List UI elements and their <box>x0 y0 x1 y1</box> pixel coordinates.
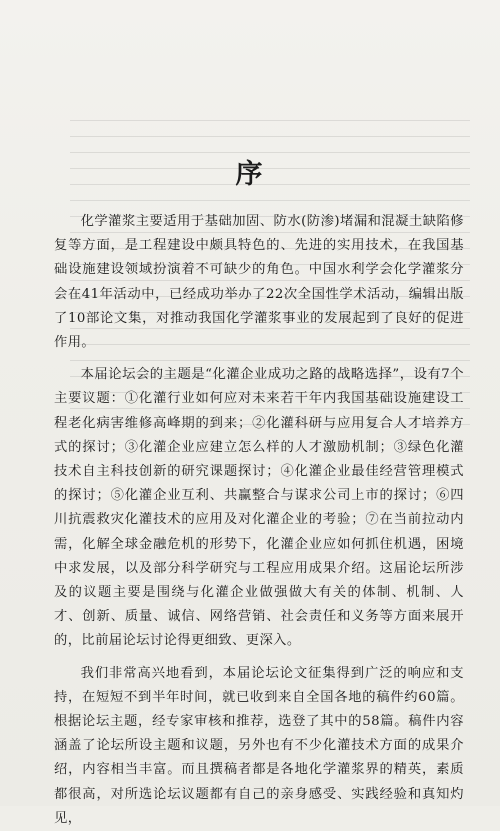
paragraph: 本届论坛会的主题是“化灌企业成功之路的战略选择”，设有7个主要议题：①化灌行业如何应对未来若干年内我国基础设施建设工程老化病害维修高峰期的到来；②化灌科研与应用复合人才培养方式的探讨；③化灌企业应建立怎么样的人才激励机制；③绿色化灌技术自主科技创新的研究课题探讨；④化灌企业最佳经营管理模式的探讨；⑤化灌企业互利、共赢整合与谋求公司上市的探讨；⑥四川抗震救灾化灌技术的应用及对化灌企业的考验；⑦在当前拉动内需，化解全球金融危机的形势下，化灌企业应如何抓住机遇，困境中求发展，以及部分科学研究与工程应用成果介绍。这届论坛所涉及的议题主要是围绕与化灌企业做强做大有关的体制、机制、人才、创新、质量、诚信、网络营销、社会责任和义务等方面来展开的，比前届论坛讨论得更细致、更深入。 <box>54 367 464 649</box>
paragraph: 化学灌浆主要适用于基础加固、防水(防渗)堵漏和混凝土缺陷修复等方面，是工程建设中颇具特色的、先进的实用技术，在我国基础设施建设领域扮演着不可缺少的角色。中国水利学会化学灌浆分会在41年活动中，已经成功举办了22次全国性学术活动，编辑出版了10部论文集，对推动我国化学灌浆事业的发展起到了良好的促进作用。 <box>54 214 464 351</box>
page-title: 序 <box>235 159 265 190</box>
preface-body <box>54 210 464 831</box>
paragraph: 我们非常高兴地看到，本届论坛论文征集得到广泛的响应和支持，在短短不到半年时间，就已收到来自全国各地的稿件约60篇。根据论坛主题，经专家审核和推荐，选登了其中的58篇。稿件内容涵盖了论坛所设主题和议题，另外也有不少化灌技术方面的成果介绍，内容相当丰富。而且撰稿者都是各地化学灌浆界的精英，素质都很高，对所选论坛议题都有自己的亲身感受、实践经验和真知灼见， <box>54 665 464 826</box>
